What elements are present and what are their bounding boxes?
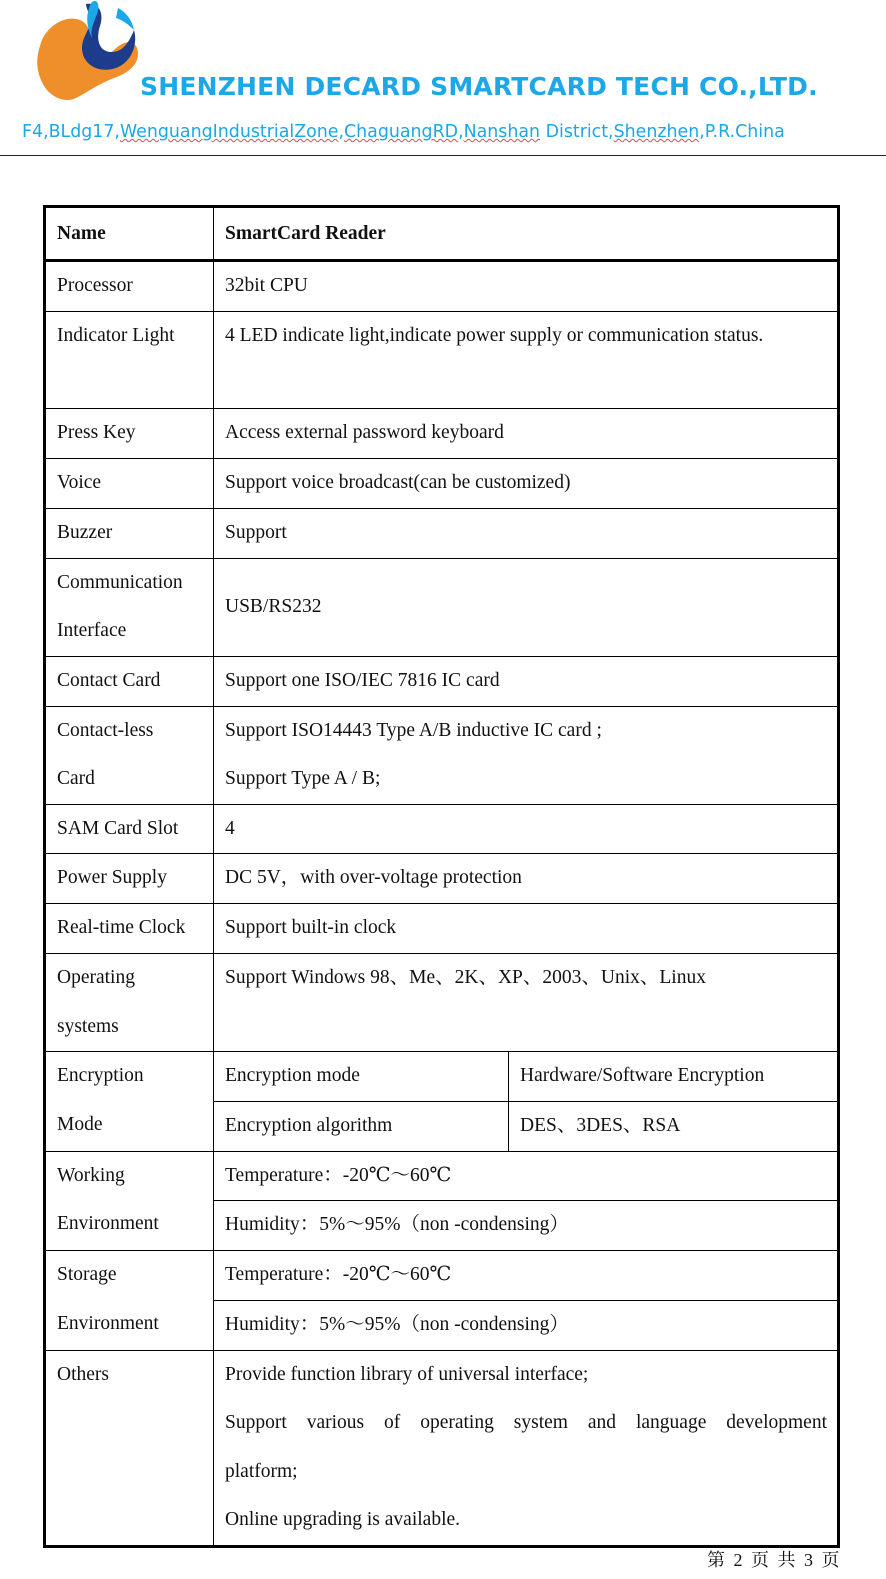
encryption-mode-label: Encryption mode — [214, 1052, 509, 1102]
row-label-contact-card: Contact Card — [45, 656, 214, 706]
row-label-processor: Processor — [45, 261, 214, 312]
address-part: ChaguangRD — [344, 122, 459, 142]
table-row — [45, 706, 839, 804]
address-part: Shenzhen — [613, 122, 700, 142]
row-label-voice: Voice — [45, 458, 214, 508]
row-value-clock: Support built-in clock — [214, 904, 839, 954]
value-line: platform; — [225, 1460, 298, 1482]
encryption-algorithm-label: Encryption algorithm — [214, 1101, 509, 1151]
label-line: Communication — [57, 571, 183, 593]
table-row — [45, 558, 839, 656]
encryption-algorithm-value: DES、3DES、RSA — [509, 1101, 839, 1151]
row-label-os — [45, 954, 214, 1052]
row-label-sam: SAM Card Slot — [45, 804, 214, 854]
label-line: Encryption — [57, 1065, 144, 1086]
row-label-presskey: Press Key — [45, 408, 214, 458]
value-line: Support ISO14443 Type A/B inductive IC card ; — [225, 719, 602, 741]
label-line: Card — [57, 768, 95, 789]
row-label-storage-environment — [45, 1251, 214, 1351]
table-row — [45, 1251, 839, 1301]
header-name-label: Name — [45, 207, 214, 261]
row-value-voice: Support voice broadcast(can be customized) — [214, 458, 839, 508]
table-row — [45, 1052, 839, 1102]
label-line: Contact-less — [57, 719, 154, 741]
storage-humidity: Humidity：5%～95%（non -condensing） — [214, 1300, 839, 1350]
table-row — [45, 1350, 839, 1546]
row-label-clock: Real-time Clock — [45, 904, 214, 954]
row-value-contactless — [214, 706, 839, 804]
table-row — [45, 656, 839, 706]
value-line: Online upgrading is available. — [225, 1509, 461, 1530]
row-label-communication — [45, 558, 214, 656]
label-line: Mode — [57, 1113, 103, 1135]
table-row — [45, 904, 839, 954]
table-row — [45, 804, 839, 854]
table-header-row — [45, 207, 839, 261]
header-divider — [0, 155, 886, 156]
label-line: systems — [57, 1015, 119, 1037]
row-value-os: Support Windows 98、Me、2K、XP、2003、Unix、Linux — [214, 954, 839, 1052]
address-part: F4,BLdg17, — [22, 122, 120, 142]
table-row — [45, 854, 839, 904]
value-line: Support various of operating system and language development — [225, 1412, 827, 1433]
row-label-contactless — [45, 706, 214, 804]
address-part: District, — [540, 122, 614, 142]
value-line: Support Type A / B; — [225, 768, 381, 789]
row-value-power: DC 5V，with over-voltage protection — [214, 854, 839, 904]
label-line: Operating — [57, 967, 135, 988]
specification-table — [43, 205, 840, 1548]
row-label-working-environment — [45, 1151, 214, 1251]
row-value-contact-card: Support one ISO/IEC 7816 IC card — [214, 656, 839, 706]
row-label-power: Power Supply — [45, 854, 214, 904]
label-line: Environment — [57, 1312, 159, 1334]
row-label-encryption — [45, 1052, 214, 1152]
row-value-buzzer: Support — [214, 508, 839, 558]
company-name: SHENZHEN DECARD SMARTCARD TECH CO.,LTD. — [140, 72, 818, 101]
address-part: WenguangIndustrialZone — [119, 122, 339, 142]
company-address — [22, 122, 785, 142]
working-temperature: Temperature：-20℃～60℃ — [214, 1151, 839, 1201]
value-line: Provide function library of universal interface; — [225, 1363, 589, 1385]
label-line: Environment — [57, 1213, 159, 1234]
table-row — [45, 508, 839, 558]
table-row — [45, 408, 839, 458]
address-part: ,P.R.China — [699, 122, 785, 142]
row-value-presskey: Access external password keyboard — [214, 408, 839, 458]
company-logo — [34, 0, 144, 100]
storage-temperature: Temperature：-20℃～60℃ — [214, 1251, 839, 1301]
row-label-others: Others — [45, 1350, 214, 1546]
page-number: 第 2 页 共 3 页 — [707, 1550, 842, 1570]
row-label-buzzer: Buzzer — [45, 508, 214, 558]
address-part: Nanshan — [463, 122, 541, 142]
row-value-processor: 32bit CPU — [214, 261, 839, 312]
row-value-communication: USB/RS232 — [214, 558, 839, 656]
row-value-sam: 4 — [214, 804, 839, 854]
row-value-others — [214, 1350, 839, 1546]
address-part: , — [338, 122, 344, 142]
row-value-indicator: 4 LED indicate light,indicate power supply or communication status. — [214, 311, 839, 408]
table-row — [45, 1151, 839, 1201]
row-label-indicator: Indicator Light — [45, 311, 214, 408]
table-row — [45, 261, 839, 312]
address-part: , — [458, 122, 464, 142]
encryption-mode-value: Hardware/Software Encryption — [509, 1052, 839, 1102]
table-row — [45, 458, 839, 508]
label-line: Storage — [57, 1264, 117, 1285]
header-product-name: SmartCard Reader — [214, 207, 839, 261]
label-line: Interface — [57, 620, 127, 641]
label-line: Working — [57, 1164, 125, 1186]
letterhead — [0, 0, 886, 160]
table-row — [45, 311, 839, 408]
working-humidity: Humidity：5%～95%（non -condensing） — [214, 1201, 839, 1251]
table-row — [45, 954, 839, 1052]
